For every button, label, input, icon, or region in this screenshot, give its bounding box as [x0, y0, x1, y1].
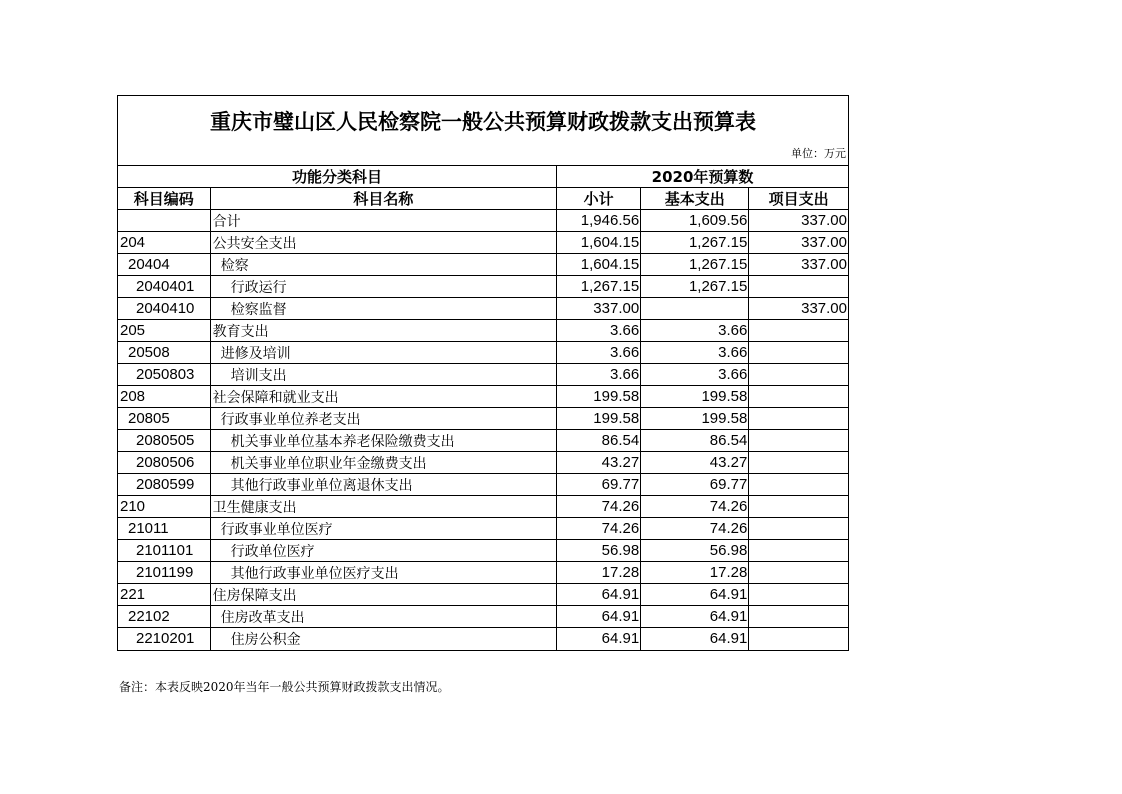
table-row — [118, 320, 848, 342]
row-subtotal: 199.58 — [557, 386, 641, 408]
row-basic: 1,267.15 — [641, 254, 749, 276]
row-name: 行政事业单位养老支出 — [210, 408, 556, 430]
table-row — [118, 430, 848, 452]
row-name: 住房保障支出 — [210, 584, 556, 606]
row-name: 社会保障和就业支出 — [210, 386, 556, 408]
table-row — [118, 562, 848, 584]
row-project — [749, 628, 848, 650]
header-row-group — [118, 166, 848, 188]
row-subtotal: 69.77 — [557, 474, 641, 496]
row-project — [749, 452, 848, 474]
row-subtotal: 3.66 — [557, 320, 641, 342]
table-row — [118, 364, 848, 386]
row-name: 检察监督 — [210, 298, 556, 320]
row-name: 住房改革支出 — [210, 606, 556, 628]
row-subtotal: 199.58 — [557, 408, 641, 430]
row-project — [749, 386, 848, 408]
row-subtotal: 74.26 — [557, 518, 641, 540]
row-project: 337.00 — [749, 298, 848, 320]
row-name: 行政事业单位医疗 — [210, 518, 556, 540]
row-subtotal: 1,604.15 — [557, 254, 641, 276]
row-project — [749, 430, 848, 452]
row-basic — [641, 298, 749, 320]
row-name: 检察 — [210, 254, 556, 276]
row-subtotal: 56.98 — [557, 540, 641, 562]
row-project — [749, 606, 848, 628]
table-row — [118, 254, 848, 276]
row-name: 卫生健康支出 — [210, 496, 556, 518]
row-basic: 64.91 — [641, 628, 749, 650]
table-row — [118, 232, 848, 254]
row-name: 机关事业单位基本养老保险缴费支出 — [210, 430, 556, 452]
header-row-columns — [118, 188, 848, 210]
row-name: 培训支出 — [210, 364, 556, 386]
row-code: 22102 — [118, 606, 210, 628]
table-row — [118, 518, 848, 540]
row-name: 住房公积金 — [210, 628, 556, 650]
table-body — [118, 210, 848, 650]
header-basic: 基本支出 — [641, 188, 749, 210]
row-code: 2080506 — [118, 452, 210, 474]
row-project: 337.00 — [749, 254, 848, 276]
row-project: 337.00 — [749, 210, 848, 232]
row-basic: 1,267.15 — [641, 232, 749, 254]
row-subtotal: 1,946.56 — [557, 210, 641, 232]
row-basic: 69.77 — [641, 474, 749, 496]
row-code: 20404 — [118, 254, 210, 276]
row-code: 2040401 — [118, 276, 210, 298]
row-code: 2080505 — [118, 430, 210, 452]
row-basic: 3.66 — [641, 364, 749, 386]
row-code: 2080599 — [118, 474, 210, 496]
row-code: 20508 — [118, 342, 210, 364]
row-code: 210 — [118, 496, 210, 518]
row-basic: 64.91 — [641, 606, 749, 628]
row-project — [749, 540, 848, 562]
row-name: 其他行政事业单位离退休支出 — [210, 474, 556, 496]
header-subtotal: 小计 — [557, 188, 641, 210]
row-project — [749, 320, 848, 342]
table-row — [118, 584, 848, 606]
row-project — [749, 518, 848, 540]
table-row — [118, 606, 848, 628]
row-code: 2101101 — [118, 540, 210, 562]
table-row — [118, 474, 848, 496]
row-name: 机关事业单位职业年金缴费支出 — [210, 452, 556, 474]
row-subtotal: 86.54 — [557, 430, 641, 452]
row-code — [118, 210, 210, 232]
row-project — [749, 562, 848, 584]
row-basic: 56.98 — [641, 540, 749, 562]
table-row — [118, 496, 848, 518]
row-subtotal: 74.26 — [557, 496, 641, 518]
header-project: 项目支出 — [749, 188, 848, 210]
row-name: 其他行政事业单位医疗支出 — [210, 562, 556, 584]
row-basic: 1,609.56 — [641, 210, 749, 232]
sheet-title: 重庆市璧山区人民检察院一般公共预算财政拨款支出预算表 — [210, 108, 756, 134]
row-subtotal: 3.66 — [557, 364, 641, 386]
table-row — [118, 276, 848, 298]
row-subtotal: 1,267.15 — [557, 276, 641, 298]
budget-sheet — [117, 95, 849, 651]
table-row — [118, 540, 848, 562]
row-basic: 43.27 — [641, 452, 749, 474]
table-row — [118, 386, 848, 408]
table-row — [118, 342, 848, 364]
row-code: 2210201 — [118, 628, 210, 650]
row-basic: 1,267.15 — [641, 276, 749, 298]
row-code: 20805 — [118, 408, 210, 430]
row-subtotal: 3.66 — [557, 342, 641, 364]
row-name: 公共安全支出 — [210, 232, 556, 254]
row-basic: 74.26 — [641, 496, 749, 518]
header-code: 科目编码 — [118, 188, 210, 210]
budget-table — [118, 165, 848, 650]
table-row — [118, 452, 848, 474]
row-project — [749, 584, 848, 606]
row-code: 2101199 — [118, 562, 210, 584]
row-basic: 64.91 — [641, 584, 749, 606]
header-function-group: 功能分类科目 — [118, 166, 557, 188]
row-code: 205 — [118, 320, 210, 342]
table-row — [118, 298, 848, 320]
row-basic: 74.26 — [641, 518, 749, 540]
header-year-group: 2020年预算数 — [557, 166, 848, 188]
row-project — [749, 364, 848, 386]
row-project — [749, 408, 848, 430]
row-name: 行政单位医疗 — [210, 540, 556, 562]
row-project — [749, 496, 848, 518]
table-row — [118, 408, 848, 430]
row-subtotal: 64.91 — [557, 584, 641, 606]
row-basic: 199.58 — [641, 386, 749, 408]
row-subtotal: 64.91 — [557, 606, 641, 628]
footnote: 备注：本表反映2020年当年一般公共预算财政拨款支出情况。 — [119, 680, 450, 694]
row-basic: 3.66 — [641, 342, 749, 364]
row-subtotal: 337.00 — [557, 298, 641, 320]
row-subtotal: 64.91 — [557, 628, 641, 650]
row-project — [749, 474, 848, 496]
row-project — [749, 276, 848, 298]
row-basic: 3.66 — [641, 320, 749, 342]
row-code: 2050803 — [118, 364, 210, 386]
row-subtotal: 17.28 — [557, 562, 641, 584]
row-project — [749, 342, 848, 364]
table-row — [118, 210, 848, 232]
row-basic: 199.58 — [641, 408, 749, 430]
row-name: 合计 — [210, 210, 556, 232]
row-name: 行政运行 — [210, 276, 556, 298]
header-name: 科目名称 — [210, 188, 556, 210]
table-row — [118, 628, 848, 650]
row-subtotal: 43.27 — [557, 452, 641, 474]
row-code: 204 — [118, 232, 210, 254]
row-code: 208 — [118, 386, 210, 408]
row-code: 221 — [118, 584, 210, 606]
row-basic: 86.54 — [641, 430, 749, 452]
row-subtotal: 1,604.15 — [557, 232, 641, 254]
unit-label: 单位：万元 — [791, 147, 846, 160]
row-code: 2040410 — [118, 298, 210, 320]
row-code: 21011 — [118, 518, 210, 540]
row-name: 教育支出 — [210, 320, 556, 342]
row-basic: 17.28 — [641, 562, 749, 584]
row-name: 进修及培训 — [210, 342, 556, 364]
row-project: 337.00 — [749, 232, 848, 254]
